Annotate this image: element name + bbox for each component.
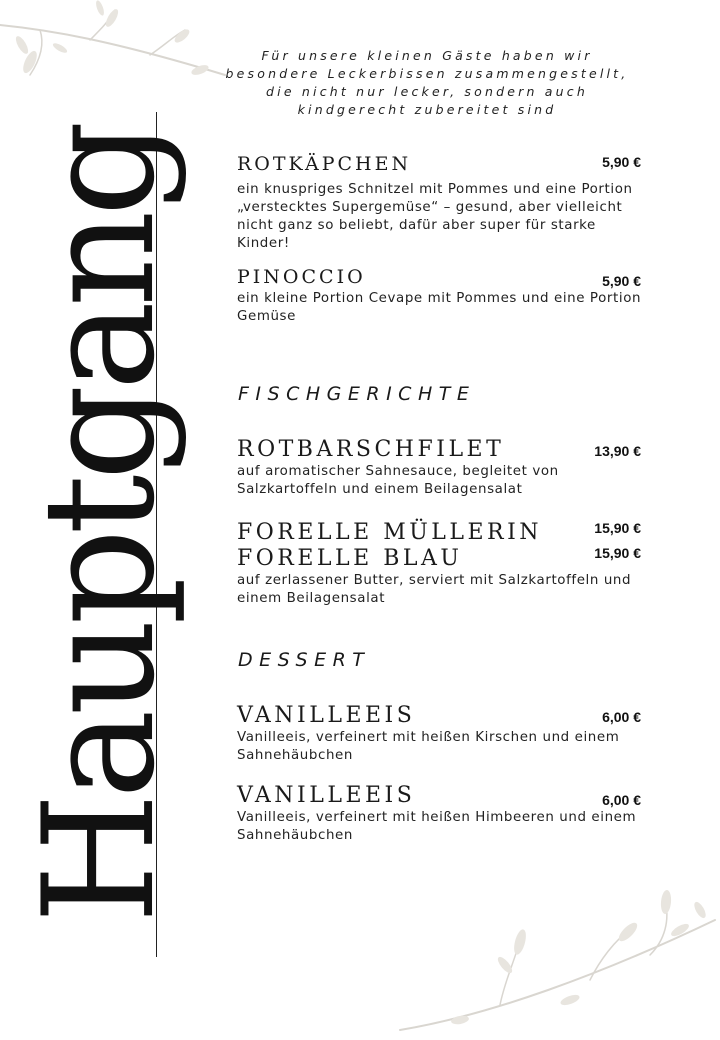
item-description: auf aromatischer Sahnesauce, begleitet von Salzkartoffeln und einem Beilagensalat	[237, 464, 559, 497]
menu-item-pinoccio	[237, 264, 647, 326]
item-name: VANILLEEIS	[237, 783, 416, 808]
section-heading-fish: FISCHGERICHTE	[238, 383, 476, 405]
item-name: FORELLE MÜLLERIN	[237, 520, 543, 545]
item-price: 15,90 €	[594, 520, 641, 536]
menu-item-forelle	[237, 520, 647, 608]
title-container	[11, 126, 189, 924]
menu-item-vanilleeis-kirschen	[237, 703, 647, 765]
item-price-secondary: 15,90 €	[594, 545, 641, 561]
item-name: ROTBARSCHFILET	[237, 437, 505, 462]
item-name: ROTKÄPCHEN	[237, 153, 412, 175]
item-name-secondary: FORELLE BLAU	[237, 546, 463, 571]
item-price: 5,90 €	[602, 154, 641, 170]
item-description: ein kleine Portion Cevape mit Pommes und eine Portion Gemüse	[237, 291, 642, 324]
branch-top-left-decoration	[0, 0, 230, 90]
section-heading-dessert: DESSERT	[238, 649, 371, 671]
menu-item-vanilleeis-himbeeren	[237, 783, 647, 845]
item-description: Vanilleeis, verfeinert mit heißen Kirschen und einem Sahnehäubchen	[237, 730, 620, 763]
item-price: 6,00 €	[602, 709, 641, 725]
page-title: Hauptgang	[11, 126, 189, 924]
menu-item-rotbarschfilet	[237, 437, 647, 499]
item-description: auf zerlassener Butter, serviert mit Salzkartoffeln und einem Beilagensalat	[237, 573, 632, 606]
item-name: VANILLEEIS	[237, 703, 416, 728]
intro-text: Für unsere kleinen Gäste haben wir besondere Leckerbissen zusammengestellt, die nicht nur lecker, sondern auch kindgerecht zubereitet sind	[225, 48, 629, 117]
item-description: ein knuspriges Schnitzel mit Pommes und eine Portion „verstecktes Supergemüse“ – gesund, aber vielleicht nicht ganz so beliebt, dafür aber super für starke Kinder!	[237, 182, 633, 251]
branch-bottom-right-decoration	[380, 880, 720, 1040]
item-price: 13,90 €	[594, 443, 641, 459]
item-price: 5,90 €	[602, 273, 641, 289]
item-price: 6,00 €	[602, 792, 641, 808]
item-name: PINOCCIO	[237, 266, 366, 288]
menu-item-rotkaeppchen	[237, 151, 647, 253]
item-description: Vanilleeis, verfeinert mit heißen Himbeeren und einem Sahnehäubchen	[237, 810, 637, 843]
